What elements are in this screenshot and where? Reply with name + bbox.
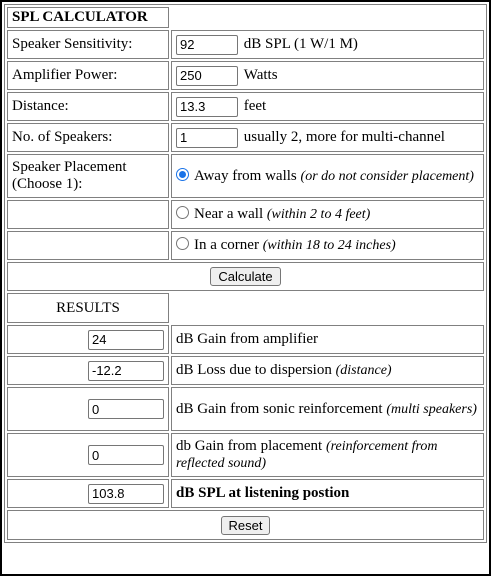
dispersion-label: dB Loss due to dispersion [176, 362, 332, 378]
calculator-title: SPL CALCULATOR [7, 7, 169, 28]
speakers-unit: usually 2, more for multi-channel [243, 128, 445, 145]
placement-option-corner-note: (within 18 to 24 inches) [262, 238, 396, 253]
sensitivity-input[interactable] [176, 35, 238, 55]
results-heading: RESULTS [7, 293, 169, 323]
dispersion-output[interactable] [88, 361, 164, 381]
placement-option-wall[interactable] [171, 200, 484, 229]
radio-near-a-wall[interactable] [176, 206, 189, 219]
placement-gain-note: (reinforcement from reflected sound) [176, 439, 438, 471]
placement-label-line1: Speaker Placement [12, 159, 127, 175]
placement-option-corner-label: In a corner [194, 237, 259, 253]
placement-option-wall-note: (within 2 to 4 feet) [266, 207, 371, 222]
distance-label: Distance: [7, 92, 169, 121]
reset-button[interactable]: Reset [221, 516, 271, 535]
radio-away-from-walls[interactable] [176, 168, 189, 181]
power-unit: Watts [243, 66, 278, 83]
speakers-input[interactable] [176, 128, 238, 148]
sonic-gain-note: (multi speakers) [386, 401, 477, 417]
placement-option-away-note: (or do not consider placement) [300, 168, 474, 184]
spl-output[interactable] [88, 484, 164, 504]
radio-in-a-corner[interactable] [176, 237, 189, 250]
speakers-label: No. of Speakers: [7, 123, 169, 152]
calculator-frame [2, 2, 489, 574]
placement-option-corner[interactable] [171, 231, 484, 260]
power-label: Amplifier Power: [7, 61, 169, 90]
sonic-gain-label: dB Gain from sonic reinforcement [176, 400, 383, 417]
sensitivity-label: Speaker Sensitivity: [7, 30, 169, 59]
placement-gain-label: db Gain from placement [176, 438, 323, 454]
placement-option-wall-label: Near a wall [194, 206, 264, 222]
amp-gain-label: dB Gain from amplifier [171, 325, 484, 354]
placement-label [7, 154, 169, 198]
spl-calculator-table [4, 4, 487, 543]
amp-gain-output[interactable] [88, 330, 164, 350]
spl-label: dB SPL at listening postion [171, 479, 484, 508]
dispersion-note: (distance) [335, 363, 392, 378]
sensitivity-unit: dB SPL (1 W/1 M) [243, 35, 358, 52]
placement-gain-output[interactable] [88, 445, 164, 465]
sonic-gain-output[interactable] [88, 399, 164, 419]
power-input[interactable] [176, 66, 238, 86]
calculate-button[interactable]: Calculate [210, 267, 280, 286]
placement-option-away-label: Away from walls [194, 167, 297, 184]
distance-input[interactable] [176, 97, 238, 117]
placement-label-line2: (Choose 1): [12, 176, 83, 192]
placement-option-away[interactable] [171, 154, 484, 198]
distance-unit: feet [243, 97, 267, 114]
